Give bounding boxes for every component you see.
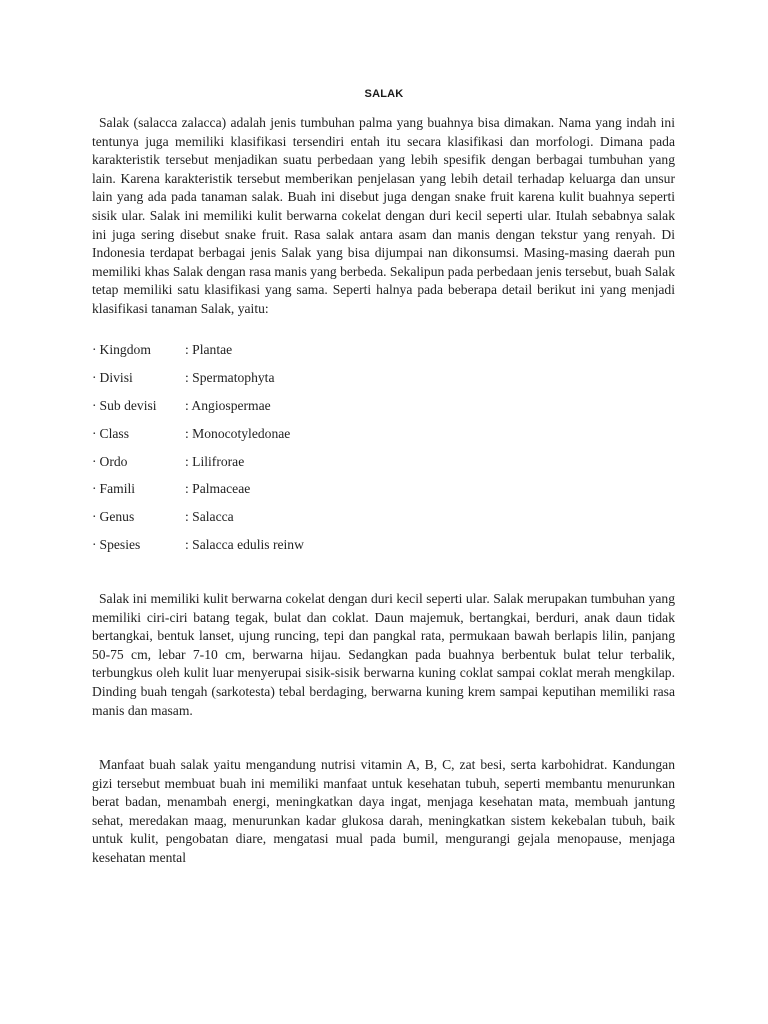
bullet-mark: · [92,453,97,469]
classification-key [92,396,185,424]
classification-row [92,368,512,396]
classification-value: : Monocotyledonae [185,425,291,441]
bullet-mark: · [92,369,97,385]
page-title: SALAK [364,88,404,100]
classification-key-label: Spesies [99,537,141,553]
classification-value: : Salacca edulis reinw [185,537,304,553]
bullet-mark: · [92,425,97,441]
classification-key [92,452,185,480]
classification-value: : Spermatophyta [185,369,275,385]
classification-key-label: Genus [99,509,135,525]
classification-key-label: Divisi [99,369,133,385]
classification-key [92,535,185,563]
bullet-mark: · [92,537,97,553]
classification-key-label: Kingdom [99,342,151,357]
classification-row [92,340,512,368]
classification-key [92,507,185,535]
benefits-paragraph: Manfaat buah salak yaitu mengandung nutrisi vitamin A, B, C, zat besi, serta karbohidrat. Kandungan gizi tersebut membuat buah ini memiliki manfaat untuk kesehatan tubuh, seperti membantu menurunkan berat badan, menambah energi, meningkatkan daya ingat, menjaga kesehatan mata, membuah jantung sehat, meredakan maag, menurunkan kadar glukosa darah, meningkatkan sistem kekebalan tubuh, baik untuk kulit, pengobatan diare, mengatasi mual pada bumil, mengurangi gejala menopause, menjaga kesehatan mental [92,757,675,865]
bullet-mark: · [92,481,97,497]
classification-key [92,479,185,507]
classification-key-label: Class [99,425,129,441]
classification-row [92,479,512,507]
classification-list [92,340,512,563]
bullet-mark: · [92,397,97,413]
classification-row [92,452,512,480]
classification-row [92,535,512,563]
classification-key-label: Sub devisi [99,397,157,413]
bullet-mark: · [92,509,97,525]
classification-key-label: Famili [99,481,136,497]
classification-row [92,507,512,535]
classification-row [92,424,512,452]
classification-key [92,368,185,396]
classification-row [92,396,512,424]
morphology-paragraph: Salak ini memiliki kulit berwarna cokelat dengan duri kecil seperti ular. Salak merupakan tumbuhan yang memiliki ciri-ciri batang tegak, bulat dan coklat. Daun majemuk, bertangkai, berduri, anak daun tidak bertangkai, bentuk lanset, ujung runcing, tepi dan pangkal rata, permukaan bawah berlapis lilin, panjang 50-75 cm, lebar 7-10 cm, berwarna hijau. Sedangkan pada buahnya berbentuk bulat telur terbalik, terbungkus oleh kulit luar menyerupai sisik-sisik berwarna kuning coklat sampai coklat merah mengkilap. Dinding buah tengah (sarkotesta) tebal berdaging, berwarna kuning krem sampai keputihan memiliki rasa manis dan masam. [92,591,675,718]
bullet-mark: · [92,342,97,357]
classification-key [92,424,185,452]
classification-value: : Palmaceae [185,481,251,497]
intro-paragraph: Salak (salacca zalacca) adalah jenis tumbuhan palma yang buahnya bisa dimakan. Nama yang indah ini tentunya juga memiliki klasifikasi tersendiri entah itu secara klasifikasi dan morfologi. Dimana pada karakteristik tersebut menjadikan suatu perbedaan yang lebih spesifik dengan berbagai tumbuhan yang lain. Karena karakteristik tersebut memberikan penjelasan yang lebih detail terhadap keluarga dan unsur lain yang ada pada tanaman salak. Buah ini disebut juga dengan snake fruit karena kulit buahnya seperti sisik ular. Salak ini memiliki kulit berwarna cokelat dengan duri kecil seperti ular. Itulah sebabnya salak ini juga sering disebut snake fruit. Rasa salak antara asam dan manis dengan tekstur yang renyah. Di Indonesia terdapat berbagai jenis Salak yang bisa dijumpai nan dikonsumsi. Masing-masing daerah pun memiliki khas Salak dengan rasa manis yang berbeda. Sekalipun pada perbedaan jenis tersebut, buah Salak tetap memiliki satu klasifikasi yang sama. Seperti halnya pada beberapa detail berikut ini yang menjadi klasifikasi tanaman Salak, yaitu: [92,115,675,316]
classification-key-label: Ordo [99,453,128,469]
classification-key [92,340,185,368]
classification-value: : Salacca [185,509,234,525]
classification-value: : Angiospermae [185,397,271,413]
classification-value: : Lilifrorae [185,453,245,469]
classification-value: : Plantae [185,342,233,357]
